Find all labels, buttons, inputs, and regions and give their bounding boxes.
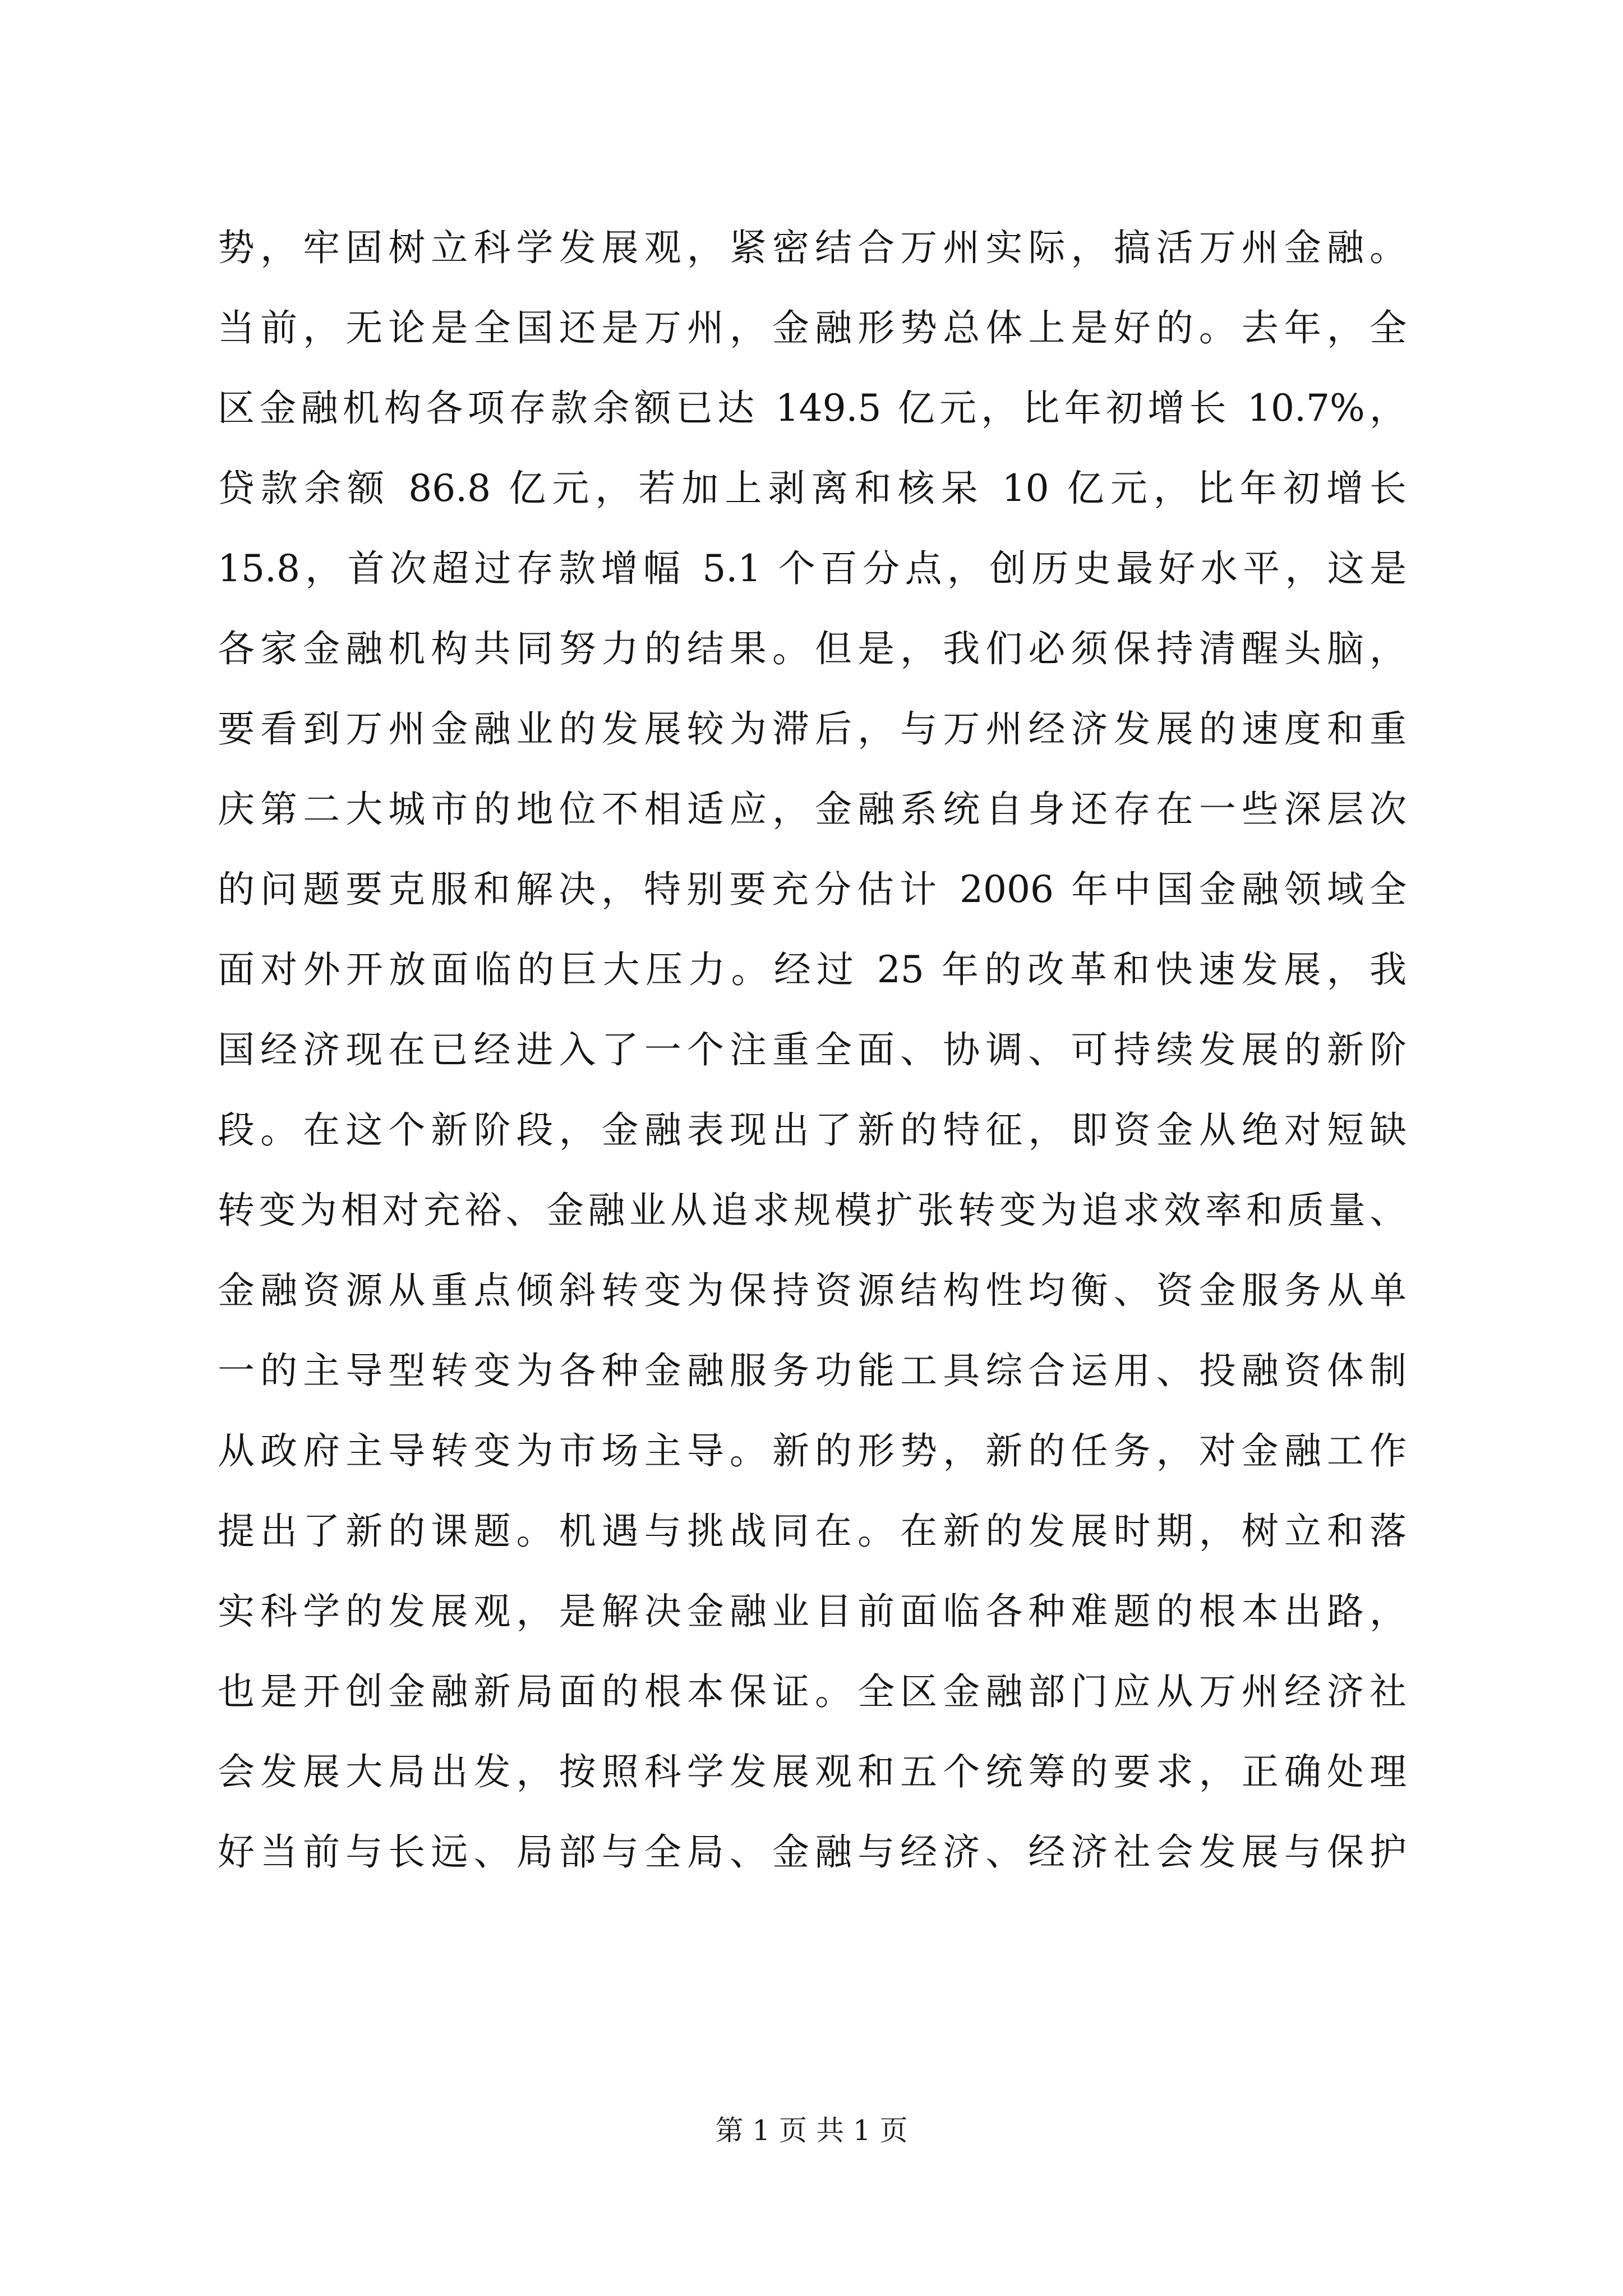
text-line: 庆第二大城市的地位不相适应，金融系统自身还存在一些深层次 [218, 788, 1407, 831]
text-line: 15.8，首次超过存款增幅 5.1 个百分点，创历史最好水平，这是 [218, 547, 1407, 590]
text-line: 从政府主导转变为市场主导。新的形势，新的任务，对金融工作 [218, 1429, 1407, 1473]
page-footer: 第 1 页 共 1 页 [715, 2114, 908, 2147]
text-line: 区金融机构各项存款余额已达 149.5 亿元，比年初增长 10.7%， [218, 386, 1407, 430]
text-line: 会发展大局出发，按照科学发展观和五个统筹的要求，正确处理 [218, 1750, 1407, 1793]
text-line: 也是开创金融新局面的根本保证。全区金融部门应从万州经济社 [218, 1670, 1407, 1713]
text-line: 要看到万州金融业的发展较为滞后，与万州经济发展的速度和重 [218, 707, 1407, 751]
text-line: 转变为相对充裕、金融业从追求规模扩张转变为追求效率和质量、 [218, 1189, 1407, 1232]
text-line: 段。在这个新阶段，金融表现出了新的特征，即资金从绝对短缺 [218, 1108, 1407, 1152]
text-line: 一的主导型转变为各种金融服务功能工具综合运用、投融资体制 [218, 1349, 1407, 1392]
text-line: 贷款余额 86.8 亿元，若加上剥离和核呆 10 亿元，比年初增长 [218, 467, 1407, 510]
body-text [218, 208, 1407, 1892]
text-line: 国经济现在已经进入了一个注重全面、协调、可持续发展的新阶 [218, 1028, 1407, 1071]
text-line: 各家金融机构共同努力的结果。但是，我们必须保持清醒头脑， [218, 627, 1407, 670]
text-line: 面对外开放面临的巨大压力。经过 25 年的改革和快速发展，我 [218, 948, 1407, 991]
text-line: 的问题要克服和解决，特别要充分估计 2006 年中国金融领域全 [218, 868, 1407, 911]
text-line: 提出了新的课题。机遇与挑战同在。在新的发展时期，树立和落 [218, 1510, 1407, 1553]
text-line: 实科学的发展观，是解决金融业目前面临各种难题的根本出路， [218, 1590, 1407, 1633]
text-line: 势，牢固树立科学发展观，紧密结合万州实际，搞活万州金融。 [218, 226, 1407, 269]
text-line: 当前，无论是全国还是万州，金融形势总体上是好的。去年，全 [218, 306, 1407, 349]
text-line: 金融资源从重点倾斜转变为保持资源结构性均衡、资金服务从单 [218, 1269, 1407, 1312]
text-line: 好当前与长远、局部与全局、金融与经济、经济社会发展与保护 [218, 1830, 1407, 1874]
